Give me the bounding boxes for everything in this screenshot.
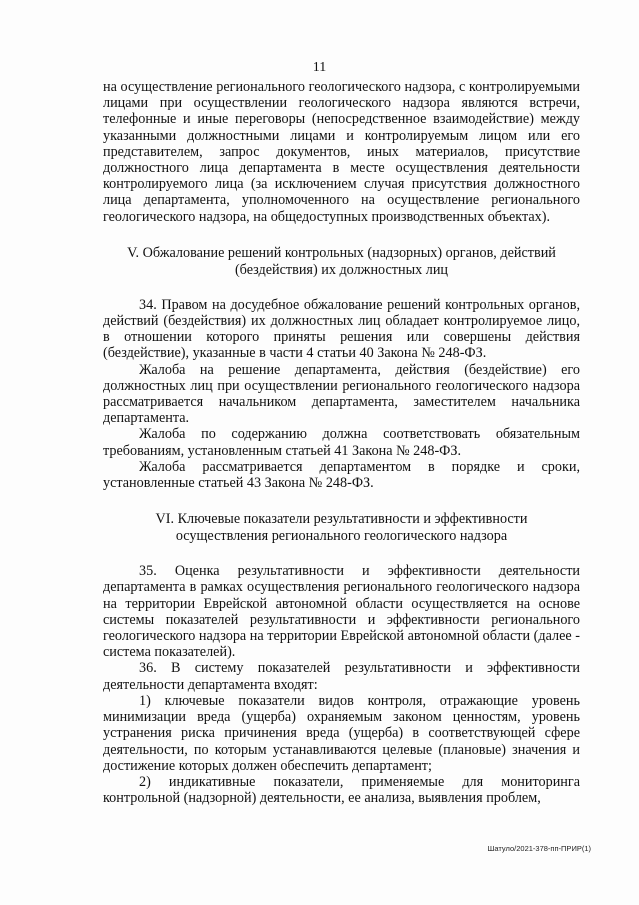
list-item-1: 1) ключевые показатели видов контроля, отражающие уровень минимизации вреда (ущерба) охраняемым законом ценностям, уровень устранения риска причинения вреда (ущерба) в соответствующей сфере деятельности, по которым устанавливаются целевые (плановые) значения и достижение которых должен обеспечить департамент; (103, 692, 580, 774)
paragraph-36: 36. В систему показателей результативности и эффективности деятельности департамента входят: (103, 660, 580, 693)
paragraph-complaint-review: Жалоба на решение департамента, действия (бездействие) его должностных лиц при осуществлении регионального геологического надзора рассматривается начальником департамента, заместителем начальника департамента. (103, 361, 580, 427)
document-body (103, 79, 580, 806)
paragraph-complaint-procedure: Жалоба рассматривается департаментом в порядке и сроки, установленные статьей 43 Закона № 248-ФЗ. (103, 458, 580, 492)
section-6-heading-line2: осуществления регионального геологического надзора (175, 528, 508, 545)
section-5-heading-line1: V. Обжалование решений контрольных (надзорных) органов, действий (127, 244, 556, 261)
section-5-heading-line2: (бездействия) их должностных лиц (234, 261, 449, 278)
section-6-heading (103, 511, 580, 545)
paragraph-34: 34. Правом на досудебное обжалование решений контрольных органов, действий (бездействия) их должностных лиц обладает контролируемое лицо, в отношении которого приняты решения или совершены действия (бездействие), указанные в части 4 статьи 40 Закона № 248-ФЗ. (103, 296, 580, 362)
paragraph-35: 35. Оценка результативности и эффективности деятельности департамента в рамках осуществления регионального геологического надзора на территории Еврейской автономной области осуществляется на основе системы показателей результативности и эффективности регионального геологического надзора на территории Еврейской автономной области (далее - система показателей). (103, 563, 580, 661)
intro-paragraph: на осуществление регионального геологического надзора, с контролируемыми лицами при осуществлении геологического надзора являются встречи, телефонные и иные переговоры (непосредственное взаимодействие) между указанными должностными лицами и контролируемым лицом или его представителем, запрос документов, иных материалов, присутствие должностного лица департамента в месте осуществления деятельности контролируемого лица (за исключением случая присутствия должностного лица департамента, уполномоченного на осуществление регионального геологического надзора, на общедоступных производственных объектах). (103, 79, 580, 225)
footer-document-code: Шатуло/2021-378-пп-ПРИР(1) (487, 844, 591, 853)
section-5-heading (103, 245, 580, 279)
section-6-heading-line1: VI. Ключевые показатели результативности и эффективности (155, 511, 528, 528)
page-number: 11 (312, 60, 327, 75)
list-item-2: 2) индикативные показатели, применяемые для мониторинга контрольной (надзорной) деятельности, ее анализа, выявления проблем, (103, 773, 580, 807)
paragraph-complaint-content: Жалоба по содержанию должна соответствовать обязательным требованиям, установленным статьей 41 Закона № 248-ФЗ. (103, 426, 580, 459)
